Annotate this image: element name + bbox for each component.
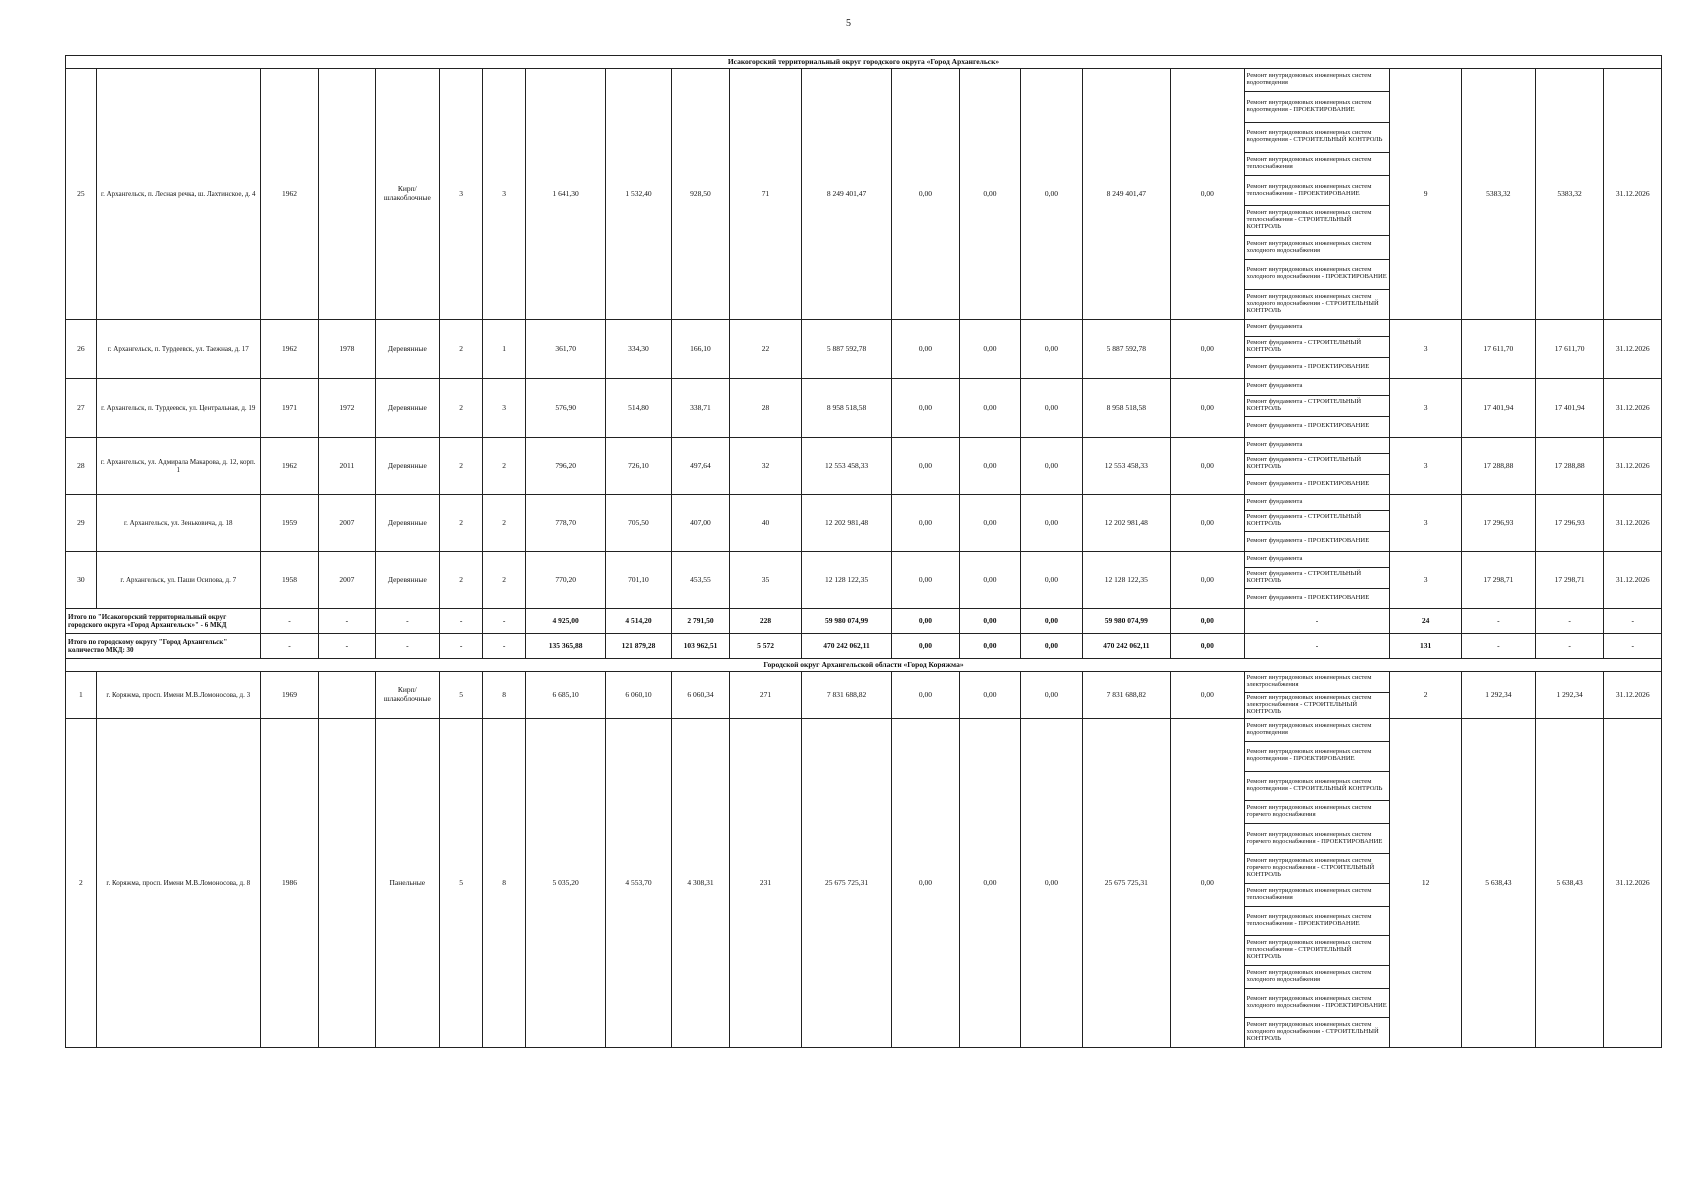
fund-federal: 0,00 (892, 552, 960, 609)
dash-cell: - (319, 634, 375, 659)
works-list-cell (1244, 552, 1390, 609)
house-address: г. Архангельск, ул. Паши Осипова, д. 7 (96, 552, 260, 609)
max-unit-cost: 5383,32 (1535, 69, 1604, 320)
cost-total: 5 887 592,78 (801, 320, 891, 379)
wall-material: Панельные (375, 719, 440, 1048)
section-header-row (66, 56, 1662, 69)
fund-federal: 0,00 (892, 438, 960, 495)
fund-other: 0,00 (1170, 495, 1244, 552)
house-address: г. Коряжма, просп. Имени М.В.Ломоносова, д. 3 (96, 672, 260, 719)
entrances-count: 8 (483, 672, 526, 719)
floors-count: 2 (440, 552, 483, 609)
area-total: 770,20 (526, 552, 606, 609)
entrances-count: 1 (483, 320, 526, 379)
work-item: Ремонт фундамента - ПРОЕКТИРОВАНИЕ (1246, 363, 1370, 371)
dash-cell: - (1461, 609, 1535, 634)
fund-local: 0,00 (1021, 438, 1083, 495)
work-item: Ремонт фундамента - СТРОИТЕЛЬНЫЙ КОНТРОЛЬ (1245, 454, 1390, 475)
unit-cost: 5383,32 (1461, 69, 1535, 320)
deadline-date: 31.12.2026 (1604, 672, 1662, 719)
fund-other: 0,00 (1170, 719, 1244, 1048)
fund-local: 0,00 (1021, 379, 1083, 438)
house-address: г. Архангельск, ул. Адмирала Макарова, д. 12, корп. 1 (96, 438, 260, 495)
works-list-cell (1244, 719, 1390, 1048)
works-list-cell (1244, 495, 1390, 552)
work-item: Ремонт фундамента (1245, 320, 1390, 337)
floors-count: 5 (440, 672, 483, 719)
works-list (1245, 320, 1390, 378)
area-owned: 6 060,34 (671, 672, 729, 719)
area-total: 6 685,10 (526, 672, 606, 719)
fund-regional: 0,00 (959, 495, 1021, 552)
work-item: Ремонт внутридомовых инженерных систем электроснабжения (1245, 672, 1390, 693)
works-list-cell (1244, 438, 1390, 495)
total-area: 4 925,00 (526, 609, 606, 634)
row-number: 30 (66, 552, 97, 609)
work-item: Ремонт внутридомовых инженерных систем холодного водоснабжения (1245, 236, 1390, 259)
work-item: Ремонт фундамента (1245, 379, 1390, 396)
fund-local: 0,00 (1021, 69, 1083, 320)
wall-material: Деревянные (375, 320, 440, 379)
fund-regional: 0,00 (959, 672, 1021, 719)
fund-regional: 0,00 (959, 320, 1021, 379)
total-fund-local: 0,00 (1021, 634, 1083, 659)
section-title: Исакогорский территориальный округ городского округа «Город Архангельск» (66, 56, 1662, 69)
total-area-owned: 2 791,50 (671, 609, 729, 634)
dash-cell: - (483, 634, 526, 659)
fund-regional: 0,00 (959, 552, 1021, 609)
capital-repair-table (65, 55, 1662, 1048)
dash-cell: - (440, 634, 483, 659)
year-built: 1959 (260, 495, 318, 552)
works-list-cell (1244, 320, 1390, 379)
fund-other: 0,00 (1170, 320, 1244, 379)
work-item: Ремонт внутридомовых инженерных систем теплоснабжения - СТРОИТЕЛЬНЫЙ КОНТРОЛЬ (1245, 936, 1390, 966)
total-fund-federal: 0,00 (892, 609, 960, 634)
residents-count: 40 (730, 495, 802, 552)
wall-material: Кирп/ шлакоблочные (375, 672, 440, 719)
area-living: 701,10 (606, 552, 672, 609)
house-address: г. Архангельск, п. Лесная речка, ш. Лахтинское, д. 4 (96, 69, 260, 320)
year-last-repair: 2007 (319, 495, 375, 552)
house-row (66, 438, 1662, 495)
fund-owners: 5 887 592,78 (1082, 320, 1170, 379)
work-count: 3 (1390, 552, 1462, 609)
area-total: 778,70 (526, 495, 606, 552)
cost-total: 8 249 401,47 (801, 69, 891, 320)
fund-federal: 0,00 (892, 379, 960, 438)
unit-cost: 5 638,43 (1461, 719, 1535, 1048)
fund-other: 0,00 (1170, 438, 1244, 495)
area-owned: 928,50 (671, 69, 729, 320)
works-list (1245, 495, 1390, 551)
total-row (66, 609, 1662, 634)
max-unit-cost: 17 288,88 (1535, 438, 1604, 495)
total-cost: 470 242 062,11 (801, 634, 891, 659)
work-item: Ремонт внутридомовых инженерных систем холодного водоснабжения - ПРОЕКТИРОВАНИЕ (1245, 260, 1390, 290)
total-fund-regional: 0,00 (959, 609, 1021, 634)
work-item: Ремонт внутридомовых инженерных систем теплоснабжения - СТРОИТЕЛЬНЫЙ КОНТРОЛЬ (1245, 206, 1390, 236)
unit-cost: 17 296,93 (1461, 495, 1535, 552)
cost-total: 25 675 725,31 (801, 719, 891, 1048)
dash-cell: - (1535, 609, 1604, 634)
total-fund-other: 0,00 (1170, 609, 1244, 634)
fund-local: 0,00 (1021, 719, 1083, 1048)
cost-total: 12 202 981,48 (801, 495, 891, 552)
row-number: 1 (66, 672, 97, 719)
work-count: 3 (1390, 320, 1462, 379)
residents-count: 32 (730, 438, 802, 495)
work-item: Ремонт фундамента - СТРОИТЕЛЬНЫЙ КОНТРОЛЬ (1245, 337, 1390, 358)
work-count: 3 (1390, 438, 1462, 495)
cost-total: 12 553 458,33 (801, 438, 891, 495)
fund-owners: 8 958 518,58 (1082, 379, 1170, 438)
fund-owners: 8 249 401,47 (1082, 69, 1170, 320)
fund-regional: 0,00 (959, 719, 1021, 1048)
work-item: Ремонт фундамента - СТРОИТЕЛЬНЫЙ КОНТРОЛЬ (1245, 511, 1390, 532)
work-item: Ремонт внутридомовых инженерных систем холодного водоснабжения - СТРОИТЕЛЬНЫЙ КОНТРОЛЬ (1246, 1021, 1379, 1043)
work-item: Ремонт внутридомовых инженерных систем водоотведения - СТРОИТЕЛЬНЫЙ КОНТРОЛЬ (1245, 123, 1390, 153)
work-item: Ремонт фундамента - ПРОЕКТИРОВАНИЕ (1246, 422, 1370, 430)
section-title: Городской округ Архангельской области «Город Коряжма» (66, 659, 1662, 672)
dash-cell: - (375, 609, 440, 634)
page-number: 5 (846, 18, 851, 29)
total-fund-local: 0,00 (1021, 609, 1083, 634)
deadline-date: 31.12.2026 (1604, 438, 1662, 495)
works-list (1245, 69, 1390, 319)
area-total: 1 641,30 (526, 69, 606, 320)
work-item: Ремонт фундамента (1245, 495, 1390, 511)
floors-count: 5 (440, 719, 483, 1048)
wall-material: Деревянные (375, 552, 440, 609)
total-area-owned: 103 962,51 (671, 634, 729, 659)
dash-cell: - (1461, 634, 1535, 659)
fund-regional: 0,00 (959, 69, 1021, 320)
max-unit-cost: 17 298,71 (1535, 552, 1604, 609)
total-fund-owners: 59 980 074,99 (1082, 609, 1170, 634)
row-number: 26 (66, 320, 97, 379)
max-unit-cost: 17 611,70 (1535, 320, 1604, 379)
work-item: Ремонт внутридомовых инженерных систем холодного водоснабжения - ПРОЕКТИРОВАНИЕ (1245, 989, 1390, 1019)
fund-federal: 0,00 (892, 672, 960, 719)
fund-other: 0,00 (1170, 379, 1244, 438)
max-unit-cost: 17 296,93 (1535, 495, 1604, 552)
year-built: 1969 (260, 672, 318, 719)
year-last-repair: 2007 (319, 552, 375, 609)
area-owned: 166,10 (671, 320, 729, 379)
work-count: 2 (1390, 672, 1462, 719)
work-item: Ремонт внутридомовых инженерных систем теплоснабжения - ПРОЕКТИРОВАНИЕ (1245, 907, 1390, 937)
works-list (1245, 719, 1390, 1047)
fund-owners: 7 831 688,82 (1082, 672, 1170, 719)
unit-cost: 17 288,88 (1461, 438, 1535, 495)
fund-owners: 12 202 981,48 (1082, 495, 1170, 552)
work-item: Ремонт фундамента - СТРОИТЕЛЬНЫЙ КОНТРОЛЬ (1245, 568, 1390, 589)
floors-count: 2 (440, 379, 483, 438)
house-address: г. Архангельск, п. Турдеевск, ул. Центральная, д. 19 (96, 379, 260, 438)
total-label: Итого по "Исакогорский территориальный округ городского округа «Город Архангельск»" - 6 МКД (66, 609, 261, 634)
deadline-date: 31.12.2026 (1604, 552, 1662, 609)
deadline-date: 31.12.2026 (1604, 320, 1662, 379)
residents-count: 28 (730, 379, 802, 438)
total-label: Итого по городскому округу "Город Архангельск" количество МКД: 30 (66, 634, 261, 659)
year-built: 1986 (260, 719, 318, 1048)
floors-count: 2 (440, 495, 483, 552)
fund-owners: 12 553 458,33 (1082, 438, 1170, 495)
work-item: Ремонт фундамента - ПРОЕКТИРОВАНИЕ (1246, 479, 1370, 487)
total-area-living: 121 879,28 (606, 634, 672, 659)
deadline-date: 31.12.2026 (1604, 69, 1662, 320)
house-row (66, 672, 1662, 719)
work-item: Ремонт внутридомовых инженерных систем водоотведения (1245, 69, 1390, 92)
house-address: г. Архангельск, ул. Зеньковича, д. 18 (96, 495, 260, 552)
work-item: Ремонт фундамента - СТРОИТЕЛЬНЫЙ КОНТРОЛЬ (1245, 396, 1390, 417)
work-item: Ремонт внутридомовых инженерных систем водоотведения - ПРОЕКТИРОВАНИЕ (1245, 742, 1390, 772)
year-built: 1962 (260, 438, 318, 495)
house-row (66, 379, 1662, 438)
dash-cell: - (1604, 609, 1662, 634)
entrances-count: 3 (483, 379, 526, 438)
dash-cell: - (1535, 634, 1604, 659)
floors-count: 3 (440, 69, 483, 320)
residents-count: 22 (730, 320, 802, 379)
work-count: 3 (1390, 495, 1462, 552)
year-built: 1971 (260, 379, 318, 438)
max-unit-cost: 17 401,94 (1535, 379, 1604, 438)
fund-local: 0,00 (1021, 320, 1083, 379)
fund-federal: 0,00 (892, 719, 960, 1048)
area-total: 796,20 (526, 438, 606, 495)
works-list-cell (1244, 379, 1390, 438)
fund-regional: 0,00 (959, 438, 1021, 495)
area-owned: 338,71 (671, 379, 729, 438)
fund-regional: 0,00 (959, 379, 1021, 438)
work-item: Ремонт фундамента (1245, 552, 1390, 568)
wall-material: Кирп/ шлакоблочные (375, 69, 440, 320)
house-row (66, 719, 1662, 1048)
total-cost: 59 980 074,99 (801, 609, 891, 634)
year-last-repair: 2011 (319, 438, 375, 495)
area-owned: 497,64 (671, 438, 729, 495)
area-total: 576,90 (526, 379, 606, 438)
work-item: Ремонт внутридомовых инженерных систем теплоснабжения - ПРОЕКТИРОВАНИЕ (1245, 176, 1390, 206)
year-last-repair (319, 672, 375, 719)
row-number: 28 (66, 438, 97, 495)
dash-cell: - (483, 609, 526, 634)
entrances-count: 2 (483, 438, 526, 495)
fund-federal: 0,00 (892, 69, 960, 320)
residents-count: 71 (730, 69, 802, 320)
fund-owners: 12 128 122,35 (1082, 552, 1170, 609)
unit-cost: 17 401,94 (1461, 379, 1535, 438)
area-living: 4 553,70 (606, 719, 672, 1048)
area-living: 1 532,40 (606, 69, 672, 320)
work-item: Ремонт фундамента - ПРОЕКТИРОВАНИЕ (1246, 593, 1370, 601)
unit-cost: 17 611,70 (1461, 320, 1535, 379)
fund-other: 0,00 (1170, 69, 1244, 320)
cost-total: 7 831 688,82 (801, 672, 891, 719)
works-list-cell (1244, 672, 1390, 719)
works-list (1245, 438, 1390, 494)
area-living: 334,30 (606, 320, 672, 379)
total-residents: 228 (730, 609, 802, 634)
cost-total: 12 128 122,35 (801, 552, 891, 609)
deadline-date: 31.12.2026 (1604, 495, 1662, 552)
row-number: 29 (66, 495, 97, 552)
year-last-repair (319, 69, 375, 320)
total-fund-other: 0,00 (1170, 634, 1244, 659)
dash-cell: - (1244, 609, 1390, 634)
total-residents: 5 572 (730, 634, 802, 659)
area-living: 726,10 (606, 438, 672, 495)
work-item: Ремонт внутридомовых инженерных систем водоотведения - СТРОИТЕЛЬНЫЙ КОНТРОЛЬ (1245, 772, 1390, 802)
year-last-repair: 1978 (319, 320, 375, 379)
row-number: 27 (66, 379, 97, 438)
fund-federal: 0,00 (892, 320, 960, 379)
total-fund-owners: 470 242 062,11 (1082, 634, 1170, 659)
cost-total: 8 958 518,58 (801, 379, 891, 438)
area-living: 705,50 (606, 495, 672, 552)
total-area-living: 4 514,20 (606, 609, 672, 634)
area-living: 6 060,10 (606, 672, 672, 719)
entrances-count: 3 (483, 69, 526, 320)
residents-count: 35 (730, 552, 802, 609)
fund-owners: 25 675 725,31 (1082, 719, 1170, 1048)
fund-other: 0,00 (1170, 552, 1244, 609)
work-item: Ремонт фундамента (1245, 438, 1390, 454)
dash-cell: - (260, 609, 318, 634)
wall-material: Деревянные (375, 495, 440, 552)
deadline-date: 31.12.2026 (1604, 719, 1662, 1048)
fund-local: 0,00 (1021, 552, 1083, 609)
work-item: Ремонт внутридомовых инженерных систем теплоснабжения (1245, 884, 1390, 907)
fund-local: 0,00 (1021, 495, 1083, 552)
works-list (1245, 379, 1390, 437)
work-item: Ремонт внутридомовых инженерных систем холодного водоснабжения (1245, 966, 1390, 989)
area-total: 361,70 (526, 320, 606, 379)
residents-count: 231 (730, 719, 802, 1048)
total-area: 135 365,88 (526, 634, 606, 659)
work-item: Ремонт внутридомовых инженерных систем горячего водоснабжения - ПРОЕКТИРОВАНИЕ (1245, 824, 1390, 854)
area-owned: 4 308,31 (671, 719, 729, 1048)
dash-cell: - (260, 634, 318, 659)
house-row (66, 320, 1662, 379)
fund-other: 0,00 (1170, 672, 1244, 719)
work-item: Ремонт внутридомовых инженерных систем теплоснабжения (1245, 153, 1390, 176)
total-fund-regional: 0,00 (959, 634, 1021, 659)
area-total: 5 035,20 (526, 719, 606, 1048)
year-built: 1962 (260, 320, 318, 379)
works-list (1245, 672, 1390, 718)
work-item: Ремонт внутридомовых инженерных систем электроснабжения - СТРОИТЕЛЬНЫЙ КОНТРОЛЬ (1246, 693, 1372, 715)
max-unit-cost: 1 292,34 (1535, 672, 1604, 719)
total-work-count: 131 (1390, 634, 1462, 659)
house-row (66, 69, 1662, 320)
work-count: 12 (1390, 719, 1462, 1048)
fund-local: 0,00 (1021, 672, 1083, 719)
dash-cell: - (1604, 634, 1662, 659)
row-number: 2 (66, 719, 97, 1048)
works-list-cell (1244, 69, 1390, 320)
work-count: 9 (1390, 69, 1462, 320)
house-address: г. Архангельск, п. Турдеевск, ул. Таежная, д. 17 (96, 320, 260, 379)
fund-federal: 0,00 (892, 495, 960, 552)
year-built: 1958 (260, 552, 318, 609)
works-list (1245, 552, 1390, 608)
total-work-count: 24 (1390, 609, 1462, 634)
deadline-date: 31.12.2026 (1604, 379, 1662, 438)
work-item: Ремонт внутридомовых инженерных систем водоотведения - ПРОЕКТИРОВАНИЕ (1245, 92, 1390, 122)
work-item: Ремонт внутридомовых инженерных систем горячего водоснабжения - СТРОИТЕЛЬНЫЙ КОНТРОЛЬ (1245, 854, 1390, 884)
unit-cost: 1 292,34 (1461, 672, 1535, 719)
total-row (66, 634, 1662, 659)
floors-count: 2 (440, 438, 483, 495)
work-count: 3 (1390, 379, 1462, 438)
row-number: 25 (66, 69, 97, 320)
house-address: г. Коряжма, просп. Имени М.В.Ломоносова, д. 8 (96, 719, 260, 1048)
work-item: Ремонт фундамента - ПРОЕКТИРОВАНИЕ (1246, 536, 1370, 544)
entrances-count: 8 (483, 719, 526, 1048)
unit-cost: 17 298,71 (1461, 552, 1535, 609)
dash-cell: - (375, 634, 440, 659)
entrances-count: 2 (483, 552, 526, 609)
house-row (66, 552, 1662, 609)
work-item: Ремонт внутридомовых инженерных систем водоотведения (1245, 719, 1390, 742)
wall-material: Деревянные (375, 379, 440, 438)
work-item: Ремонт внутридомовых инженерных систем горячего водоснабжения (1245, 801, 1390, 824)
wall-material: Деревянные (375, 438, 440, 495)
dash-cell: - (1244, 634, 1390, 659)
area-owned: 407,00 (671, 495, 729, 552)
area-living: 514,80 (606, 379, 672, 438)
area-owned: 453,55 (671, 552, 729, 609)
total-fund-federal: 0,00 (892, 634, 960, 659)
dash-cell: - (440, 609, 483, 634)
year-last-repair: 1972 (319, 379, 375, 438)
max-unit-cost: 5 638,43 (1535, 719, 1604, 1048)
section-header-row (66, 659, 1662, 672)
entrances-count: 2 (483, 495, 526, 552)
dash-cell: - (319, 609, 375, 634)
house-row (66, 495, 1662, 552)
year-built: 1962 (260, 69, 318, 320)
residents-count: 271 (730, 672, 802, 719)
year-last-repair (319, 719, 375, 1048)
work-item: Ремонт внутридомовых инженерных систем холодного водоснабжения - СТРОИТЕЛЬНЫЙ КОНТРОЛЬ (1246, 293, 1379, 314)
floors-count: 2 (440, 320, 483, 379)
